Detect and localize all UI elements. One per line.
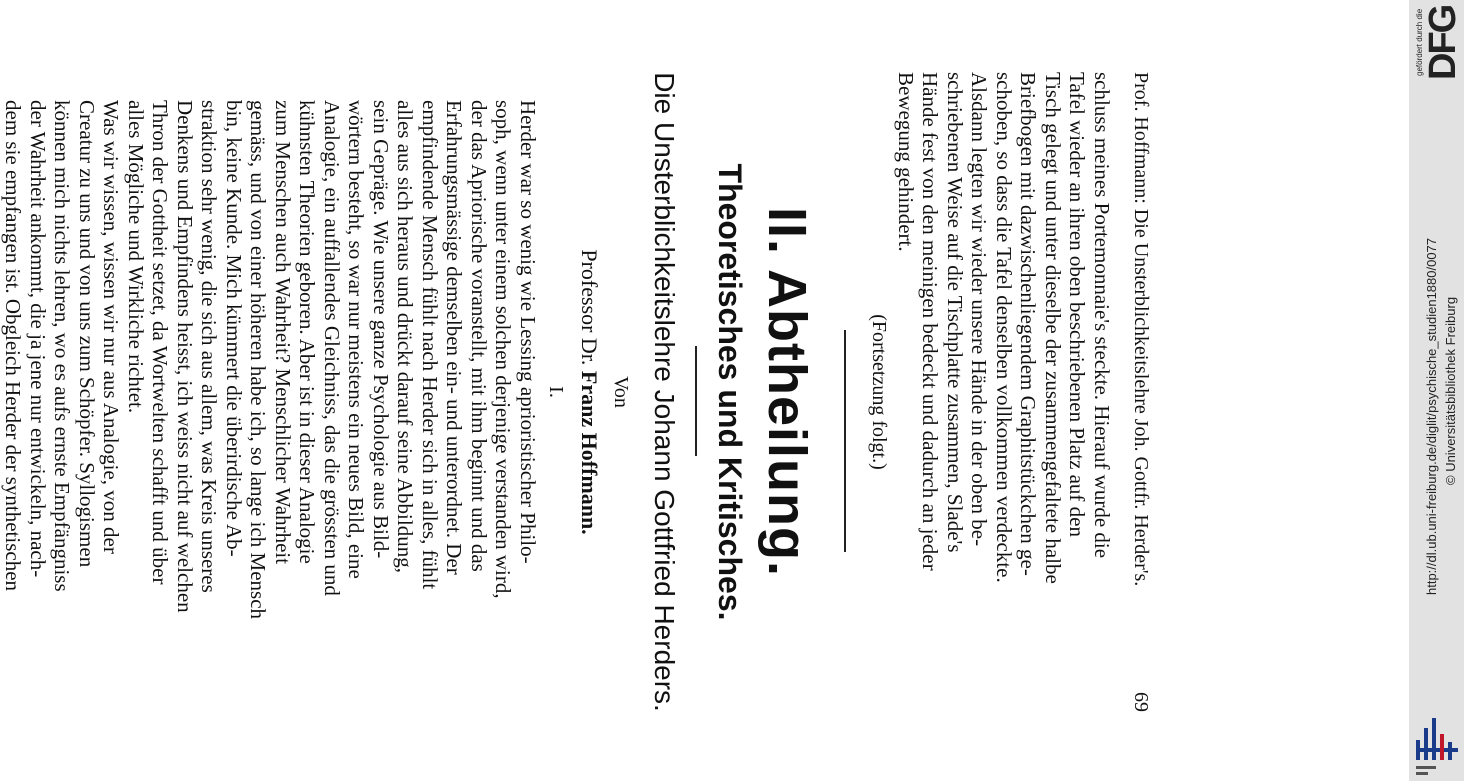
running-title: Prof. Hoffmann: Die Unsterblichkeitslehre Joh. Gottfr. Herder's. [1130, 72, 1152, 587]
section-heading: II. Abtheilung. [757, 207, 817, 577]
text-line: schriebenen Weise auf die Tischplatte zusammen, Slade's [943, 72, 967, 553]
body-paragraph-1 [124, 72, 541, 712]
text-line: gemäss, und von einer höheren habe ich, so lange ich Mensch [246, 100, 271, 620]
text-line: alles aus sich heraus und drückt darauf seine Abbildung, [393, 100, 418, 573]
section-subheading: Theoretisches und Kritisches. [712, 163, 748, 621]
source-url[interactable]: http://dl.ub.uni-freiburg.de/diglit/psychische_studien1880/0077 [1424, 237, 1439, 595]
intro-paragraph [894, 72, 1115, 712]
divider-rule [844, 330, 846, 552]
text-line: Hände fest von den meinigen bedeckt und dadurch an jeder [918, 72, 943, 571]
ub-freiburg-logo-icon [1416, 718, 1458, 778]
by-line: Von [610, 376, 632, 408]
body-text [1, 72, 540, 712]
text-line: empfindende Mensch fühlt nach Herder sich in alles, fühlt [418, 100, 442, 590]
text-line: Denkens und Empfindens heisst, ich weiss nicht auf welchen [173, 100, 197, 613]
author-line [576, 72, 602, 712]
text-line: sein Gepräge. Wie unsere ganze Psychologie aus Bild- [369, 100, 393, 559]
continuation-note: (Fortsetzung folgt.) [868, 314, 890, 470]
text-line: Erfahrungsmässige demselben ein- und unterordnet. Der [442, 100, 467, 575]
text-line: Alsdann legten wir wieder unsere Hände in der oben be- [967, 72, 992, 547]
text-line: Herder war so wenig wie Lessing aprioristischer Philo- [516, 100, 540, 564]
text-line: alles Mögliche und Wirkliche richtet. [124, 100, 148, 414]
text-line: Analogie, ein auffallendes Gleichniss, das die grössten und [320, 100, 344, 596]
article-title: Die Unsterblichkeitslehre Johann Gottfried Herders. [649, 72, 680, 712]
body-paragraph-2 [1, 72, 124, 712]
text-line: bin, keine Kunde. Mich kümmert die überirdische Ab- [222, 100, 246, 557]
text-line: Tafel wieder an ihren oben beschriebenen Platz auf den [1065, 72, 1090, 537]
text-line: Bewegung gehindert. [894, 72, 918, 252]
text-line: zum Menschen auch Wahrheit? Menschlicher Wahrheit [271, 100, 295, 565]
author-prefix: Professor Dr. [577, 249, 602, 366]
text-line: schluss meines Portemonnaie's steckte. Hierauf wurde die [1090, 72, 1114, 559]
text-line: Creatur zu uns und von uns zum Schöpfer. Syllogismen [75, 100, 99, 568]
short-divider [695, 346, 697, 456]
text-line: schoben, so dass die Tafel denselben vollkommen verdeckte. [992, 72, 1016, 583]
part-number: I. [545, 386, 567, 398]
text-line: Thron der Gottheit setzet, da Wortwelten schafft und über [148, 100, 173, 585]
dfg-logo: DFG [1422, 5, 1464, 80]
text-line: wörtern besteht, so war nur meistens ein neues Bild, eine [344, 100, 369, 579]
text-line: kühnsten Theorien geboren. Aber ist in dieser Analogie [295, 100, 320, 564]
text-line: dem sie empfangen ist. Obgleich Herder der synthetischen [1, 100, 26, 592]
funding-note: gefördert durch die [1415, 8, 1424, 76]
text-line: Tisch gelegt und unter dieselbe der zusammengefaltete halbe [1041, 72, 1065, 584]
copyright-text: © Universitätsbibliothek Freiburg [1443, 296, 1458, 485]
text-line: der Wahrheit ankommt, die ja jene nur entwickeln, nach- [26, 100, 50, 578]
text-line: können mich nichts lehren, wo es aufs ernste Empfängniss [50, 100, 75, 592]
text-line: der das Apriorische voranstellt, mit ihm beginnt und das [467, 100, 491, 572]
text-line: Briefbogen mit dazwischenliegendem Graphitstückchen ge- [1016, 72, 1041, 576]
page-number: 69 [1130, 692, 1152, 712]
text-line: straktion sehr wenig, die sich aus allem, was Kreis unseres [197, 100, 222, 593]
author-name: Franz Hoffmann. [577, 370, 602, 535]
running-header [1129, 72, 1152, 712]
text-line: Was wir wissen, wissen wir nur aus Analogie, von der [99, 100, 124, 554]
text-line: soph, wenn unter einem solchen derjenige verstanden wird, [491, 100, 516, 599]
